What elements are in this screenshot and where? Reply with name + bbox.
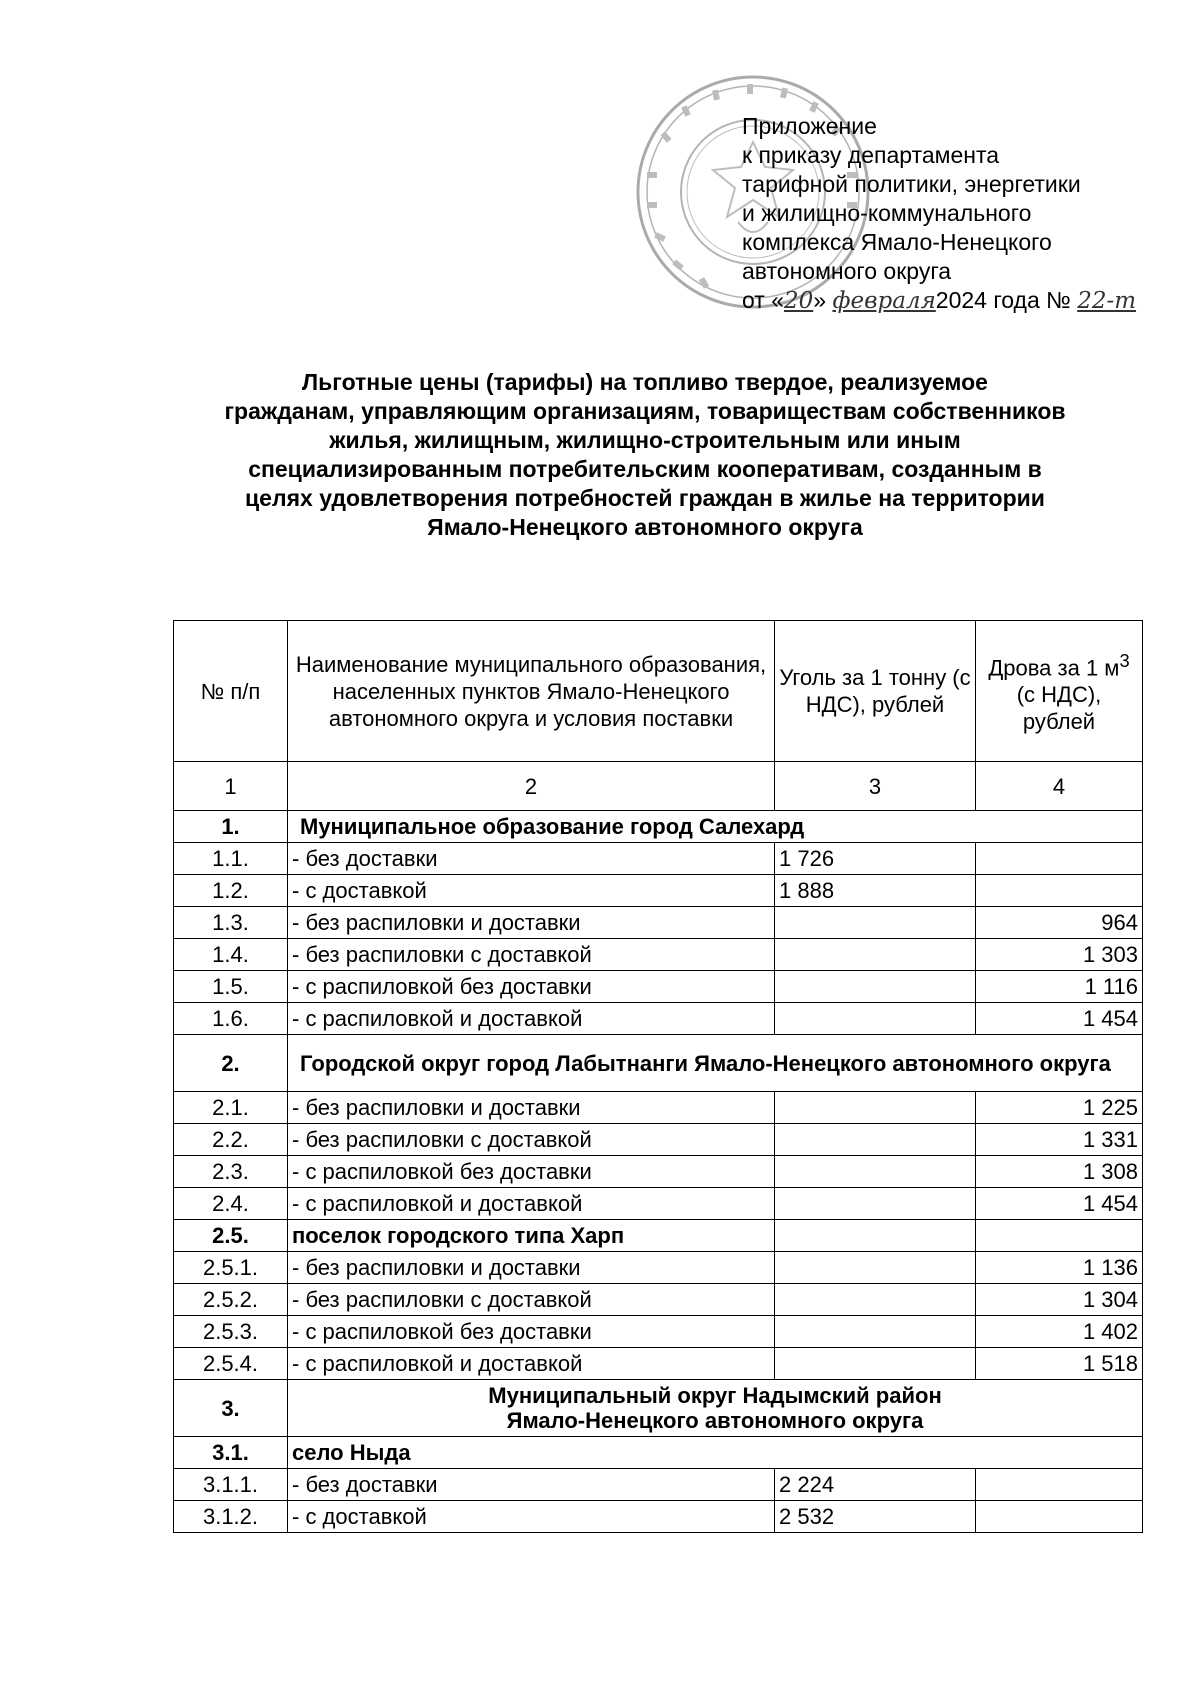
column-number: 4 bbox=[976, 762, 1143, 811]
wood-price: 964 bbox=[976, 907, 1143, 939]
coal-price bbox=[775, 1124, 976, 1156]
section-number: 3. bbox=[174, 1380, 288, 1437]
subsection-name: поселок городского типа Харп bbox=[288, 1220, 775, 1252]
column-number-row bbox=[174, 762, 1143, 811]
row-number: 1.2. bbox=[174, 875, 288, 907]
section-name: Городской округ город Лабытнанги Ямало-Ненецкого автономного округа bbox=[288, 1035, 1143, 1092]
title-line: жилья, жилищным, жилищно-строительным или иным bbox=[329, 427, 961, 453]
row-name: - с распиловкой и доставкой bbox=[288, 1188, 775, 1220]
wood-price: 1 308 bbox=[976, 1156, 1143, 1188]
row-name: - без доставки bbox=[288, 843, 775, 875]
appendix-line: автономного округа bbox=[742, 258, 951, 284]
table-row bbox=[174, 1316, 1143, 1348]
order-number: 22-т bbox=[1077, 288, 1137, 314]
wood-price: 1 136 bbox=[976, 1252, 1143, 1284]
appendix-date-line bbox=[742, 286, 1182, 316]
table-row bbox=[174, 1348, 1143, 1380]
table-header-row bbox=[174, 621, 1143, 762]
table-row bbox=[174, 939, 1143, 971]
coal-price bbox=[775, 1252, 976, 1284]
row-number: 2.2. bbox=[174, 1124, 288, 1156]
section-name-line: Ямало-Ненецкого автономного округа bbox=[506, 1408, 924, 1433]
table-body bbox=[174, 762, 1143, 1533]
row-name: - без распиловки с доставкой bbox=[288, 939, 775, 971]
date-day: 20 bbox=[784, 288, 814, 314]
row-number: 2.5.1. bbox=[174, 1252, 288, 1284]
wood-price bbox=[976, 1220, 1143, 1252]
coal-price bbox=[775, 907, 976, 939]
table-row bbox=[174, 971, 1143, 1003]
row-number: 1.3. bbox=[174, 907, 288, 939]
row-number: 2.1. bbox=[174, 1092, 288, 1124]
row-number: 1.1. bbox=[174, 843, 288, 875]
table-row bbox=[174, 811, 1143, 843]
row-name: - с доставкой bbox=[288, 1501, 775, 1533]
row-number: 3.1.2. bbox=[174, 1501, 288, 1533]
table-row bbox=[174, 1252, 1143, 1284]
coal-price bbox=[775, 939, 976, 971]
date-year: 2024 года № bbox=[935, 287, 1071, 313]
appendix-line: и жилищно-коммунального bbox=[742, 200, 1032, 226]
row-number: 2.5. bbox=[174, 1220, 288, 1252]
coal-price bbox=[775, 1156, 976, 1188]
table-row bbox=[174, 1501, 1143, 1533]
row-number: 1.6. bbox=[174, 1003, 288, 1035]
table-row bbox=[174, 1437, 1143, 1469]
table-row bbox=[174, 1124, 1143, 1156]
appendix-line: комплекса Ямало-Ненецкого bbox=[742, 229, 1052, 255]
header-number: № п/п bbox=[174, 621, 288, 762]
tariff-table bbox=[173, 620, 1143, 1533]
table-row bbox=[174, 1092, 1143, 1124]
table-row bbox=[174, 1220, 1143, 1252]
date-sep: » bbox=[813, 287, 827, 313]
table-row bbox=[174, 875, 1143, 907]
coal-price bbox=[775, 1188, 976, 1220]
row-number: 2.5.4. bbox=[174, 1348, 288, 1380]
wood-price: 1 518 bbox=[976, 1348, 1143, 1380]
coal-price bbox=[775, 1003, 976, 1035]
coal-price bbox=[775, 1092, 976, 1124]
header-wood-a: Дрова за 1 м bbox=[988, 655, 1120, 681]
section-number: 2. bbox=[174, 1035, 288, 1092]
row-name: - с распиловкой без доставки bbox=[288, 1156, 775, 1188]
title-line: целях удовлетворения потребностей граждан в жилье на территории bbox=[245, 485, 1045, 511]
coal-price bbox=[775, 971, 976, 1003]
coal-price bbox=[775, 1284, 976, 1316]
table-row bbox=[174, 1035, 1143, 1092]
column-number: 3 bbox=[775, 762, 976, 811]
wood-price: 1 331 bbox=[976, 1124, 1143, 1156]
row-number: 2.4. bbox=[174, 1188, 288, 1220]
wood-price: 1 225 bbox=[976, 1092, 1143, 1124]
header-name: Наименование муниципального образования, населенных пунктов Ямало-Ненецкого автономного округа и условия поставки bbox=[288, 621, 775, 762]
wood-price: 1 116 bbox=[976, 971, 1143, 1003]
row-number: 2.3. bbox=[174, 1156, 288, 1188]
appendix-block bbox=[742, 112, 1182, 316]
row-name: - без распиловки с доставкой bbox=[288, 1284, 775, 1316]
date-month: февраля bbox=[832, 288, 936, 314]
wood-price: 1 304 bbox=[976, 1284, 1143, 1316]
header-wood-sup: 3 bbox=[1119, 649, 1130, 671]
row-number: 3.1. bbox=[174, 1437, 288, 1469]
table-row bbox=[174, 1003, 1143, 1035]
column-number: 2 bbox=[288, 762, 775, 811]
document-title bbox=[150, 368, 1140, 542]
coal-price: 1 888 bbox=[775, 875, 976, 907]
section-name-line: Муниципальный округ Надымский район bbox=[488, 1383, 942, 1408]
row-number: 1.5. bbox=[174, 971, 288, 1003]
header-coal: Уголь за 1 тонну (с НДС), рублей bbox=[775, 621, 976, 762]
row-number: 1.4. bbox=[174, 939, 288, 971]
wood-price: 1 402 bbox=[976, 1316, 1143, 1348]
column-number: 1 bbox=[174, 762, 288, 811]
table-row bbox=[174, 843, 1143, 875]
table-row bbox=[174, 1380, 1143, 1437]
wood-price bbox=[976, 875, 1143, 907]
coal-price: 2 532 bbox=[775, 1501, 976, 1533]
row-name: - с распиловкой без доставки bbox=[288, 1316, 775, 1348]
appendix-line: к приказу департамента bbox=[742, 142, 1000, 168]
wood-price: 1 454 bbox=[976, 1188, 1143, 1220]
coal-price bbox=[775, 1316, 976, 1348]
coal-price bbox=[775, 1220, 976, 1252]
row-name: - без распиловки и доставки bbox=[288, 1092, 775, 1124]
table-row bbox=[174, 1284, 1143, 1316]
header-wood-b: (с НДС), рублей bbox=[1016, 682, 1102, 735]
row-name: - с доставкой bbox=[288, 875, 775, 907]
coal-price bbox=[775, 1348, 976, 1380]
section-name: Муниципальное образование город Салехард bbox=[288, 811, 1143, 843]
row-number: 2.5.2. bbox=[174, 1284, 288, 1316]
title-line: Ямало-Ненецкого автономного округа bbox=[427, 514, 863, 540]
date-prefix: от « bbox=[742, 287, 785, 313]
title-line: Льготные цены (тарифы) на топливо твердое, реализуемое bbox=[302, 369, 988, 395]
wood-price: 1 303 bbox=[976, 939, 1143, 971]
row-name: - без распиловки и доставки bbox=[288, 1252, 775, 1284]
header-wood bbox=[976, 621, 1143, 762]
section-name bbox=[288, 1380, 1143, 1437]
appendix-line: тарифной политики, энергетики bbox=[742, 171, 1081, 197]
table-row bbox=[174, 907, 1143, 939]
table-row bbox=[174, 1469, 1143, 1501]
wood-price bbox=[976, 1501, 1143, 1533]
row-name: - без распиловки и доставки bbox=[288, 907, 775, 939]
row-name: - с распиловкой без доставки bbox=[288, 971, 775, 1003]
appendix-line: Приложение bbox=[742, 113, 877, 139]
wood-price bbox=[976, 1469, 1143, 1501]
wood-price bbox=[976, 843, 1143, 875]
row-number: 3.1.1. bbox=[174, 1469, 288, 1501]
table-row bbox=[174, 1156, 1143, 1188]
row-name: - без доставки bbox=[288, 1469, 775, 1501]
title-line: гражданам, управляющим организациям, товариществам собственников bbox=[224, 398, 1066, 424]
row-name: - без распиловки с доставкой bbox=[288, 1124, 775, 1156]
table-row bbox=[174, 1188, 1143, 1220]
coal-price: 1 726 bbox=[775, 843, 976, 875]
row-name: - с распиловкой и доставкой bbox=[288, 1003, 775, 1035]
row-name: - с распиловкой и доставкой bbox=[288, 1348, 775, 1380]
title-line: специализированным потребительским кооперативам, созданным в bbox=[248, 456, 1042, 482]
row-number: 2.5.3. bbox=[174, 1316, 288, 1348]
subsection-name: село Ныда bbox=[288, 1437, 1143, 1469]
coal-price: 2 224 bbox=[775, 1469, 976, 1501]
section-number: 1. bbox=[174, 811, 288, 843]
wood-price: 1 454 bbox=[976, 1003, 1143, 1035]
